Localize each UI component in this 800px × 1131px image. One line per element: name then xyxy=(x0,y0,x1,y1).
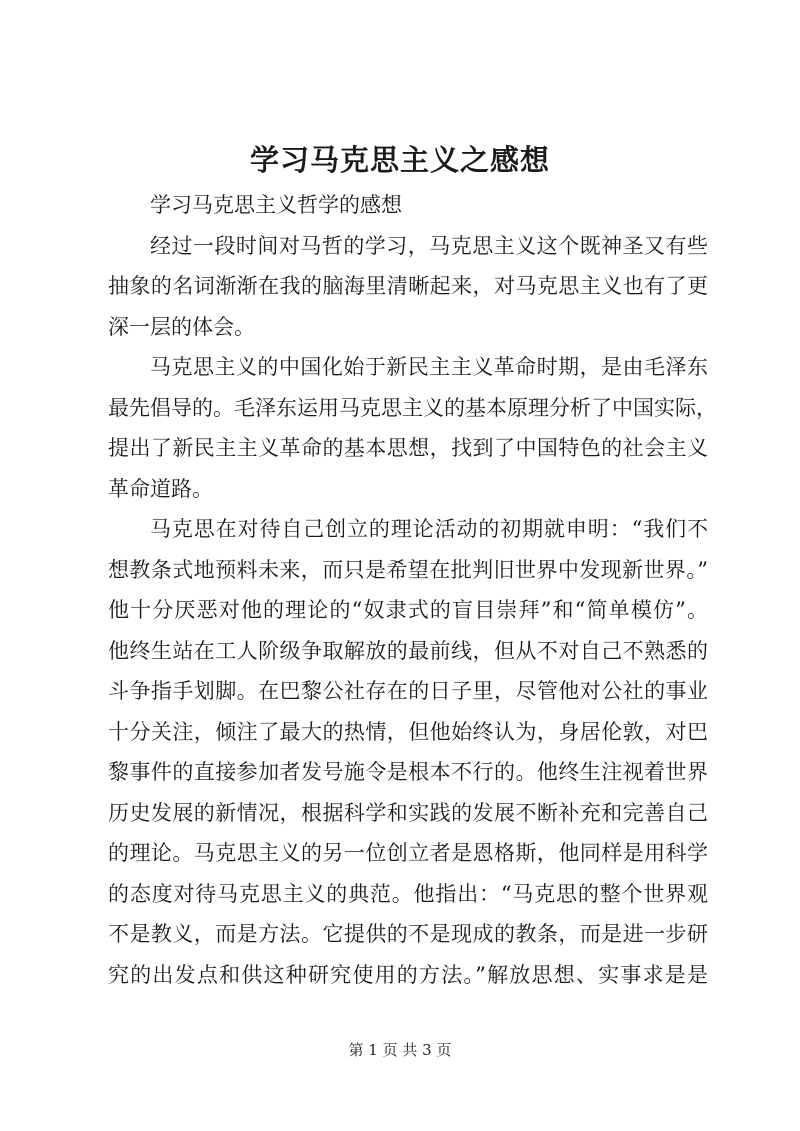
body-line: 深一层的体会。 xyxy=(108,314,255,339)
body-line: 他十分厌恶对他的理论的“奴隶式的盲目崇拜”和“简单模仿”。 xyxy=(108,598,708,622)
body-line: 历史发展的新情况，根据科学和实践的发展不断补充和完善自己 xyxy=(108,800,708,825)
body-line: 马克思主义的中国化始于新民主主义革命时期，是由毛泽东 xyxy=(150,355,708,379)
body-line: 十分关注，倾注了最大的热情，但他始终认为，身居伦敦，对巴 xyxy=(108,719,708,744)
body-line: 革命道路。 xyxy=(108,476,213,501)
subtitle-line: 学习马克思主义哲学的感想 xyxy=(150,193,402,217)
document-body xyxy=(108,185,717,995)
body-line: 马克思在对待自己创立的理论活动的初期就申明：“我们不 xyxy=(150,517,708,541)
body-line: 经过一段时间对马哲的学习，马克思主义这个既神圣又有些 xyxy=(150,233,708,258)
body-line: 不是教义，而是方法。它提供的不是现成的教条，而是进一步研 xyxy=(108,922,708,946)
body-line: 的理论。马克思主义的另一位创立者是恩格斯，他同样是用科学 xyxy=(108,841,708,865)
body-line: 抽象的名词渐渐在我的脑海里清晰起来，对马克思主义也有了更 xyxy=(108,274,708,298)
page-number-footer: 第 1 页 共 3 页 xyxy=(348,1041,452,1059)
body-line: 的态度对待马克思主义的典范。他指出：“马克思的整个世界观 xyxy=(108,881,708,906)
body-line: 想教条式地预料未来，而只是希望在批判旧世界中发现新世界。” xyxy=(108,557,708,582)
body-line: 提出了新民主主义革命的基本思想，找到了中国特色的社会主义 xyxy=(108,436,708,460)
body-line: 究的出发点和供这种研究使用的方法。”解放思想、实事求是是 xyxy=(108,962,708,987)
body-line: 斗争指手划脚。在巴黎公社存在的日子里，尽管他对公社的事业 xyxy=(108,679,708,703)
body-line: 黎事件的直接参加者发号施令是根本不行的。他终生注视着世界 xyxy=(108,760,708,784)
document-title: 学习马克思主义之感想 xyxy=(249,143,550,177)
body-line: 他终生站在工人阶级争取解放的最前线，但从不对自己不熟悉的 xyxy=(108,638,708,663)
body-line: 最先倡导的。毛泽东运用马克思主义的基本原理分析了中国实际， xyxy=(108,395,717,420)
